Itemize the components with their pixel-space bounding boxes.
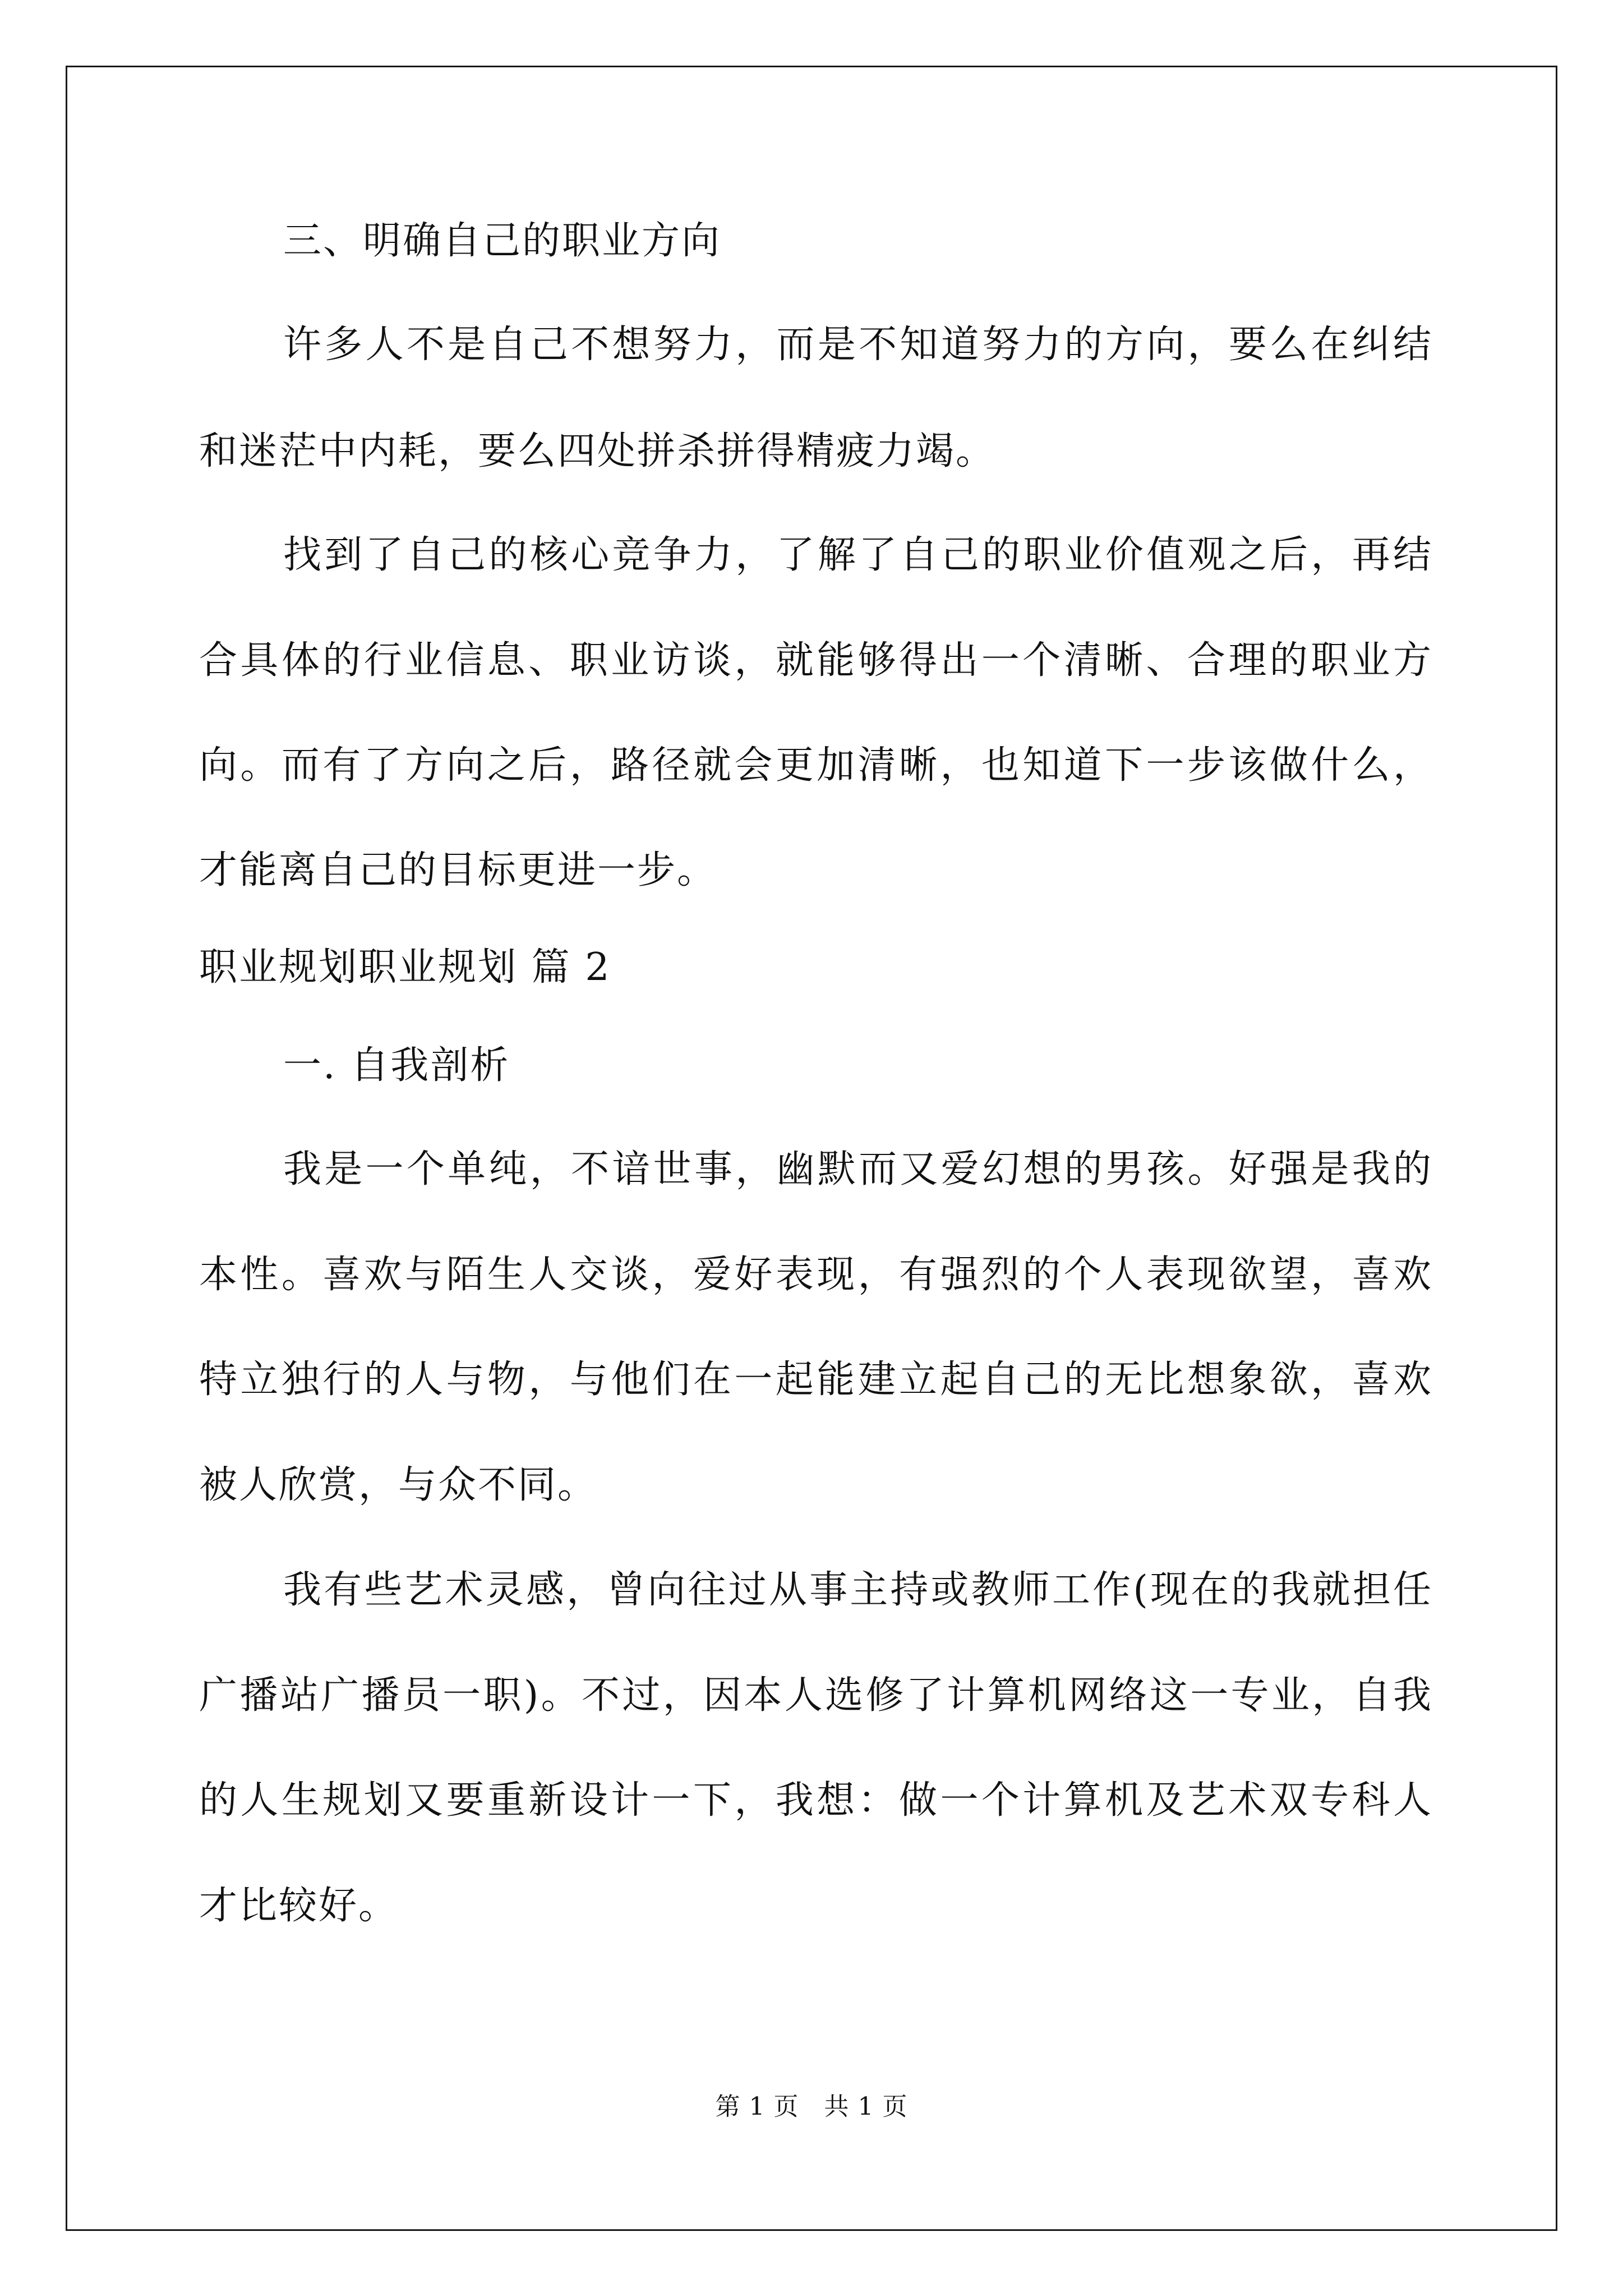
- paragraph-line: 我有些艺术灵感，曾向往过从事主持或教师工作(现在的我就担任: [283, 1568, 1433, 1612]
- paragraph-line: 特立独行的人与物，与他们在一起能建立起自己的无比想象欲，喜欢: [199, 1358, 1433, 1402]
- paragraph-line: 合具体的行业信息、职业访谈，就能够得出一个清晰、合理的职业方: [199, 638, 1433, 683]
- page-footer: 第 1 页 共 1 页: [715, 2092, 908, 2121]
- paragraph-line: 才能离自己的目标更进一步。: [199, 848, 717, 892]
- paragraph-line: 我是一个单纯，不谙世事，幽默而又爱幻想的男孩。好强是我的: [283, 1147, 1433, 1191]
- paragraph-line: 本性。喜欢与陌生人交谈，爱好表现，有强烈的个人表现欲望，喜欢: [199, 1253, 1433, 1297]
- paragraph-line: 和迷茫中内耗，要么四处拼杀拼得精疲力竭。: [199, 429, 996, 473]
- paragraph-line: 被人欣赏，与众不同。: [199, 1463, 598, 1507]
- paragraph-line: 的人生规划又要重新设计一下，我想：做一个计算机及艺术双专科人: [199, 1778, 1433, 1823]
- paragraph-line: 才比较好。: [199, 1884, 399, 1928]
- paragraph-line: 许多人不是自己不想努力，而是不知道努力的方向，要么在纠结: [283, 323, 1433, 367]
- paragraph-line: 向。而有了方向之后，路径就会更加清晰，也知道下一步该做什么，: [199, 743, 1433, 788]
- section-heading-self-analysis: 一. 自我剖析: [283, 1043, 510, 1088]
- section-heading-career-direction: 三、明确自己的职业方向: [283, 219, 722, 263]
- paragraph-line: 找到了自己的核心竞争力，了解了自己的职业价值观之后，再结: [283, 533, 1433, 577]
- paragraph-line: 广播站广播员一职)。不过，因本人选修了计算机网络这一专业，自我: [199, 1673, 1433, 1718]
- article-title: 职业规划职业规划 篇 2: [199, 945, 611, 990]
